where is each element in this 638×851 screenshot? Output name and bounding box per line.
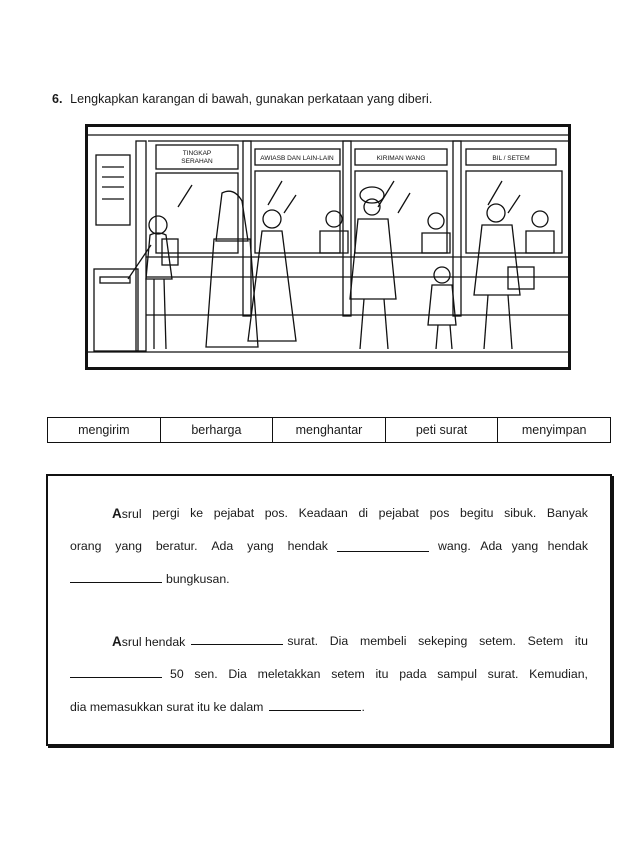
passage-word: hendak bbox=[287, 539, 328, 553]
word-bank-item: berharga bbox=[161, 418, 274, 442]
question-instruction bbox=[52, 92, 432, 106]
passage-word: sibuk. bbox=[504, 506, 537, 520]
passage-text: bungkusan. bbox=[166, 572, 230, 586]
passage-word: Keadaan bbox=[298, 506, 348, 520]
word-bank-item: mengirim bbox=[48, 418, 161, 442]
word-bank-item: menyimpan bbox=[521, 423, 587, 437]
passage-word: pejabat bbox=[378, 506, 419, 520]
answer-blank[interactable] bbox=[337, 541, 429, 552]
passage-word: hendak bbox=[547, 539, 588, 553]
passage-text: . bbox=[361, 700, 365, 714]
answer-blank[interactable] bbox=[269, 700, 361, 711]
passage-word: di bbox=[358, 506, 369, 520]
passage-text: dia memasukkan surat itu ke dalam bbox=[70, 700, 264, 714]
passage-box bbox=[46, 474, 612, 746]
passage-word: Ada bbox=[211, 539, 234, 553]
passage-word: Banyak bbox=[546, 506, 588, 520]
passage-word: ke bbox=[190, 506, 204, 520]
sign-bil-setem: BIL / SETEM bbox=[492, 155, 530, 162]
passage-word: sampul bbox=[437, 667, 477, 681]
word-bank-item: menghantar bbox=[273, 418, 386, 442]
passage-word: itu bbox=[574, 634, 588, 648]
sign-awiasb: AWIASB DAN LAIN-LAIN bbox=[260, 155, 334, 162]
passage-word: Asrul bbox=[112, 506, 142, 521]
passage-line bbox=[70, 700, 588, 714]
passage-word: pada bbox=[399, 667, 427, 681]
passage-line bbox=[112, 634, 588, 649]
passage-word: surat. bbox=[287, 634, 319, 648]
passage-word: yang bbox=[511, 539, 539, 553]
passage-word: Dia bbox=[329, 634, 349, 648]
answer-blank[interactable] bbox=[191, 634, 283, 645]
passage-word: membeli bbox=[359, 634, 407, 648]
answer-blank[interactable] bbox=[70, 667, 162, 678]
passage-word: surat. bbox=[487, 667, 519, 681]
passage-word: 50 bbox=[170, 667, 184, 681]
answer-blank[interactable] bbox=[70, 572, 162, 583]
question-number: 6. bbox=[52, 92, 63, 106]
passage-word: pos. bbox=[264, 506, 288, 520]
passage-word: orang bbox=[70, 539, 102, 553]
passage-line bbox=[70, 667, 588, 681]
passage-line bbox=[70, 572, 588, 586]
passage-word: pergi bbox=[152, 506, 180, 520]
passage-text: Asrul hendak bbox=[112, 634, 186, 649]
word-bank bbox=[47, 417, 611, 443]
passage-word: setem bbox=[331, 667, 365, 681]
sign-kiriman-wang: KIRIMAN WANG bbox=[376, 155, 426, 162]
passage-word: pos bbox=[429, 506, 450, 520]
post-office-drawing bbox=[88, 127, 568, 367]
passage-word: yang bbox=[115, 539, 142, 553]
passage-word: yang bbox=[247, 539, 274, 553]
passage-word: setem. bbox=[479, 634, 516, 648]
sign-tingkap: TINGKAP bbox=[182, 150, 212, 157]
post-office-illustration bbox=[85, 124, 571, 370]
passage-word: sekeping bbox=[418, 634, 468, 648]
passage-word: itu bbox=[375, 667, 389, 681]
passage-word: begitu bbox=[460, 506, 494, 520]
passage-word: sen. bbox=[194, 667, 218, 681]
sign-serahan: SERAHAN bbox=[181, 158, 213, 165]
passage-word: meletakkan bbox=[257, 667, 321, 681]
instruction-text: Lengkapkan karangan di bawah, gunakan perkataan yang diberi. bbox=[70, 92, 433, 106]
passage-line bbox=[112, 506, 588, 521]
passage-word: Ada bbox=[480, 539, 503, 553]
passage-word: beratur. bbox=[155, 539, 198, 553]
passage-line bbox=[70, 539, 588, 553]
word-bank-item: peti surat bbox=[386, 418, 499, 442]
passage-word: Kemudian, bbox=[529, 667, 588, 681]
passage-word: Setem bbox=[527, 634, 564, 648]
passage-word: pejabat bbox=[213, 506, 255, 520]
passage-word: Dia bbox=[228, 667, 247, 681]
passage-word: wang. bbox=[438, 539, 471, 553]
